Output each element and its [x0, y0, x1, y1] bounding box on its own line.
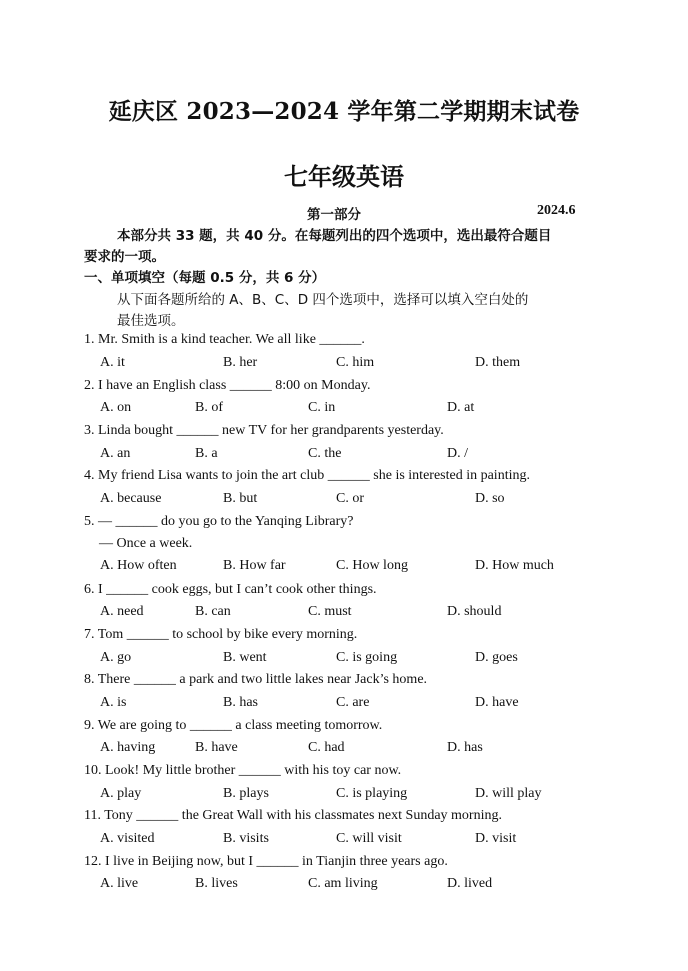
answer-option-c: C. is going [336, 650, 398, 665]
answer-option-a: A. an [100, 446, 131, 461]
answer-option-b: B. visits [223, 831, 269, 846]
question-stem: 4. My friend Lisa wants to join the art club ______ she is interested in painting. [84, 468, 530, 483]
answer-option-d: D. has [447, 740, 483, 755]
answer-option-c: C. will visit [336, 831, 402, 846]
answer-option-c: C. the [308, 446, 342, 461]
question-stem: 8. There ______ a park and two little lakes near Jack’s home. [84, 672, 428, 687]
answer-option-a: A. it [100, 355, 125, 370]
answer-option-a: A. visited [100, 831, 155, 846]
answer-option-a: A. live [100, 876, 139, 891]
answer-option-c: C. is playing [336, 786, 408, 801]
answer-option-d: D. visit [475, 831, 517, 846]
answer-option-c: C. him [336, 355, 375, 370]
section-instruction-1: 从下面各题所给的 A、B、C、D 四个选项中，选择可以填入空白处的 [117, 292, 529, 308]
answer-option-d: D. lived [447, 876, 493, 891]
exam-title: 延庆区 2023—2024 学年第二学期期末试卷 [108, 98, 580, 125]
question-stem: 10. Look! My little brother ______ with his toy car now. [84, 763, 402, 778]
question-stem: 7. Tom ______ to school by bike every morning. [84, 627, 358, 642]
question-stem: 3. Linda bought ______ new TV for her grandparents yesterday. [84, 423, 444, 438]
answer-option-c: C. had [308, 740, 345, 755]
intro-line-2: 要求的一项。 [84, 249, 165, 265]
question-stem: 6. I ______ cook eggs, but I can’t cook other things. [84, 582, 377, 597]
answer-option-c: C. must [308, 604, 352, 619]
question-stem: 1. Mr. Smith is a kind teacher. We all like ______. [84, 332, 365, 347]
answer-option-d: D. / [447, 446, 468, 461]
answer-option-b: B. lives [195, 876, 238, 891]
answer-option-d: D. How much [475, 558, 554, 573]
exam-date: 2024.6 [537, 203, 576, 218]
answer-option-b: B. plays [223, 786, 269, 801]
question-stem: 12. I live in Beijing now, but I ______ in Tianjin three years ago. [84, 854, 448, 869]
answer-option-a: A. is [100, 695, 127, 710]
answer-option-d: D. have [475, 695, 519, 710]
answer-option-b: B. a [195, 446, 218, 461]
question-stem: 5. — ______ do you go to the Yanqing Library? [84, 514, 354, 529]
answer-option-a: A. go [100, 650, 132, 665]
answer-option-b: B. has [223, 695, 258, 710]
exam-subtitle: 七年级英语 [284, 162, 404, 191]
answer-option-c: C. How long [336, 558, 408, 573]
answer-option-d: D. them [475, 355, 521, 370]
part-label: 第一部分 [307, 207, 361, 223]
answer-option-c: C. am living [308, 876, 378, 891]
section-heading: 一、单项填空（每题 0.5 分，共 6 分） [84, 270, 326, 286]
answer-option-a: A. on [100, 400, 132, 415]
answer-option-d: D. will play [475, 786, 542, 801]
intro-line-1: 本部分共 33 题，共 40 分。在每题列出的四个选项中，选出最符合题目 [117, 228, 552, 244]
answer-option-c: C. or [336, 491, 364, 506]
answer-option-c: C. are [336, 695, 370, 710]
answer-option-a: A. need [100, 604, 144, 619]
answer-option-a: A. having [100, 740, 156, 755]
answer-option-b: B. have [195, 740, 238, 755]
answer-option-b: B. but [223, 491, 258, 506]
question-stem: 9. We are going to ______ a class meeting tomorrow. [84, 718, 383, 733]
answer-option-b: B. of [195, 400, 223, 415]
answer-option-a: A. because [100, 491, 162, 506]
answer-option-c: C. in [308, 400, 336, 415]
answer-option-b: B. can [195, 604, 231, 619]
answer-option-d: D. at [447, 400, 475, 415]
question-stem: 11. Tony ______ the Great Wall with his classmates next Sunday morning. [84, 808, 502, 823]
answer-option-b: B. her [223, 355, 258, 370]
answer-option-d: D. should [447, 604, 502, 619]
question-stem: 2. I have an English class ______ 8:00 on Monday. [84, 378, 371, 393]
answer-option-d: D. goes [475, 650, 518, 665]
section-instruction-2: 最佳选项。 [117, 313, 185, 329]
answer-option-a: A. How often [100, 558, 177, 573]
answer-option-a: A. play [100, 786, 142, 801]
answer-option-b: B. went [223, 650, 267, 665]
answer-option-b: B. How far [223, 558, 286, 573]
answer-option-d: D. so [475, 491, 505, 506]
question-response: — Once a week. [99, 536, 193, 551]
